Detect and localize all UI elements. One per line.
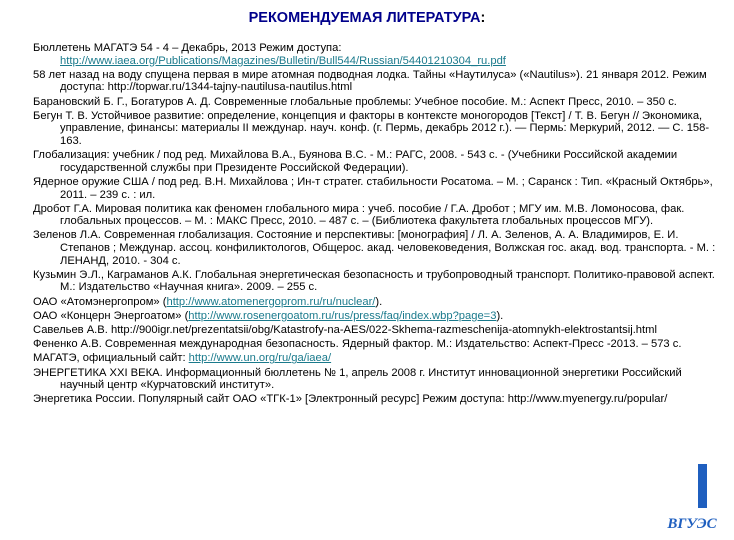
reference-link[interactable]: http://www.atomenergoprom.ru/ru/nuclear/ [166, 295, 376, 308]
reference-entry [33, 176, 717, 201]
reference-entry [33, 229, 717, 267]
reference-link[interactable]: http://www.iaea.org/Publications/Magazines/Bulletin/Bull544/Russian/54401210304_ru.pdf [60, 54, 506, 67]
title-text: РЕКОМЕНДУЕМАЯ ЛИТЕРАТУРА [248, 10, 481, 26]
reference-list [33, 42, 717, 408]
university-logo [667, 456, 717, 536]
reference-text: Бегун Т. В. Устойчивое развитие: определение, концепция и факторы в контексте моногородов [Текст] / Т. В. Бегун // Экономика, управление, финансы: материалы II междунар. науч. конф. (г. Пермь, декабрь 2012 г.). — Пермь: Меркурий, 2012. — С. 158-163. [33, 109, 710, 147]
reference-entry [33, 296, 717, 309]
reference-text: МАГАТЭ, официальный сайт: [33, 352, 189, 365]
reference-entry [33, 324, 717, 337]
reference-entry [33, 42, 717, 67]
reference-entry [33, 203, 717, 228]
reference-link[interactable]: http://www.rosenergoatom.ru/rus/press/faq/index.wbp?page=3 [188, 309, 497, 322]
reference-text: 58 лет назад на воду спущена первая в мире атомная подводная лодка. Тайны «Наутилуса» («Nautilus»). 21 января 2012. Режим доступа: http://topwar.ru/1344-tajny-nautilusa-nautilus.html [33, 68, 707, 94]
reference-text: ОАО «Концерн Энергоатом» ( [33, 309, 189, 322]
reference-text: ). [375, 295, 383, 308]
page-title [0, 10, 734, 26]
reference-text: Барановский Б. Г., Богатуров А. Д. Современные глобальные проблемы: Учебное пособие. М.: Аспект Пресс, 2010. – 350 с. [33, 95, 677, 108]
reference-entry [33, 393, 717, 406]
reference-text: Дробот Г.А. Мировая политика как феномен глобального мира : учеб. пособие / Г.А. Дробот ; МГУ им. М.В. Ломоносова, фак. глобальных процессов. – М. : МАКС Пресс, 2010. – 487 с. – (Библиотека факультета глобальных процессов МГУ). [33, 202, 685, 228]
reference-entry [33, 338, 717, 351]
reference-text: Зеленов Л.А. Современная глобализация. Состояние и перспективы: [монография] / Л. А. Зеленов, А. А. Владимиров, Е. И. Степанов ; Междунар. ассоц. конфиликтологов, Общерос. акад. человековедения, Волжская гос. акад. вод. транспорта. - М. : ЛЕНАНД, 2010. - 304 с. [33, 229, 716, 267]
reference-entry [33, 69, 717, 94]
reference-entry [33, 110, 717, 148]
reference-text: Бюллетень МАГАТЭ 54 - 4 – Декабрь, 2013 Режим доступа: [33, 42, 342, 54]
reference-link[interactable]: http://www.un.org/ru/ga/iaea/ [188, 352, 332, 365]
reference-entry [33, 367, 717, 392]
reference-text: ). [496, 309, 504, 322]
reference-text: Глобализация: учебник / под ред. Михайлова В.А., Буянова В.С. - М.: РАГС, 2008. - 543 с. - (Учебники Российской академии государственной службы при Президенте Российской Федерации). [33, 149, 678, 174]
reference-entry [33, 96, 717, 109]
reference-text: ОАО «Атомэнергопром» ( [33, 295, 167, 308]
reference-text: Ядерное оружие США / под ред. В.Н. Михайлова ; Ин-т стратег. стабильности Росатома. – М. ; Саранск : Тип. «Красный Октябрь», 2011. – 239 с. : ил. [33, 175, 713, 201]
reference-entry [33, 310, 717, 323]
logo-text: ВГУЭС [667, 516, 717, 532]
logo-tower [698, 464, 707, 508]
reference-text: Энергетика России. Популярный сайт ОАО «ТГК-1» [Электронный ресурс] Режим доступа: http://www.myenergy.ru/popular/ [33, 393, 668, 406]
reference-entry [33, 149, 717, 174]
reference-text: ЭНЕРГЕТИКА XXI ВЕКА. Информационный бюллетень № 1, апрель 2008 г. Институт инновационной энергетики Российский научный центр «Курчатовский институт». [33, 366, 682, 392]
reference-text: Фененко А.В. Современная международная безопасность. Ядерный фактор. М.: Издательство: Аспект-Пресс -2013. – 573 с. [33, 338, 682, 351]
reference-text: Кузьмин Э.Л., Каграманов А.К. Глобальная энергетическая безопасность и трубопроводный транспорт. Политико-правовой аспект. М.: Издательство «Научная книга». 2009. – 255 с. [33, 268, 715, 294]
reference-entry [33, 352, 717, 365]
reference-text: Савельев А.В. http://900igr.net/prezentatsii/obg/Katastrofy-na-AES/022-Skhema-razmeschenija-atomnykh-elektrostantsij.html [33, 324, 657, 336]
reference-entry [33, 269, 717, 294]
title-colon: : [480, 10, 486, 26]
